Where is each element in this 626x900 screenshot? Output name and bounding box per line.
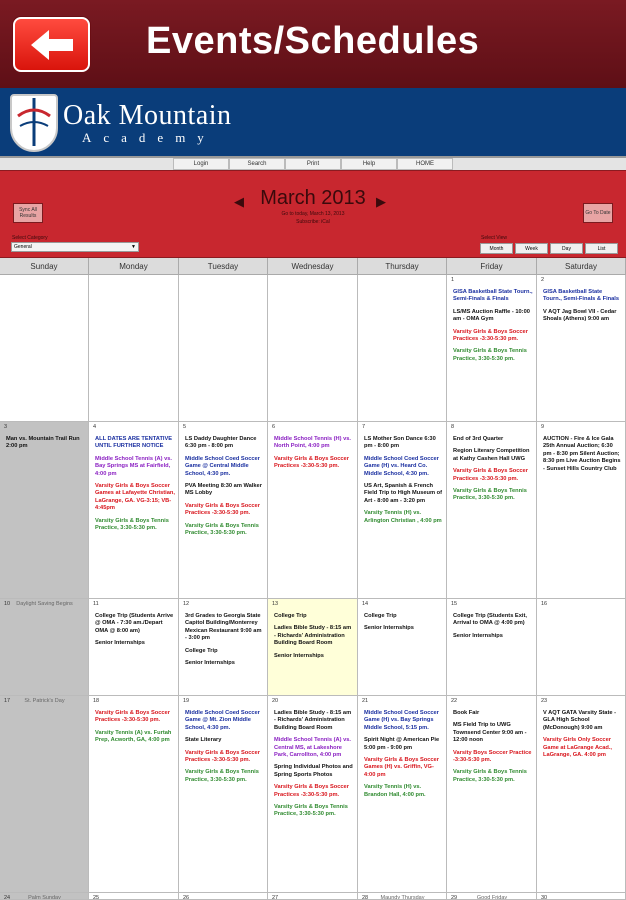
event-link[interactable]: Ladies Bible Study - 8:15 am - Richards' Administration Building Board Room bbox=[274, 625, 352, 647]
day-cell-19[interactable] bbox=[179, 696, 268, 893]
view-month-button[interactable]: Month bbox=[480, 243, 513, 254]
event-link[interactable]: Middle School Coed Soccer Game @ Mt. Zion Middle School, 4:30 pm. bbox=[185, 710, 260, 731]
event-link[interactable]: Varsity Girls & Boys Tennis Practice, 3:30-5:30 pm. bbox=[453, 769, 527, 783]
day-cell-27[interactable] bbox=[268, 893, 358, 900]
event-link[interactable]: Varsity Tennis (H) vs. Arlington Christian , 4:00 pm bbox=[364, 510, 442, 524]
event-link[interactable]: Middle School Tennis (A) vs. Central MS, at Lakeshore Park, Carrollton, 4:00 pm bbox=[274, 737, 351, 759]
day-cell-empty[interactable] bbox=[0, 275, 89, 422]
day-header-wednesday: Wednesday bbox=[268, 258, 358, 275]
event-link[interactable]: Middle School Tennis (A) vs. Bay Springs MS at Fairfield, 4:00 pm bbox=[95, 455, 172, 477]
nav-help[interactable]: Help bbox=[341, 158, 397, 170]
day-number: 28 bbox=[362, 895, 369, 900]
day-cell-21[interactable] bbox=[358, 696, 447, 893]
go-to-date-button[interactable]: Go To Date bbox=[583, 203, 613, 223]
event-link[interactable]: Middle School Coed Soccer Game @ Central Middle School, 4:30 pm. bbox=[185, 455, 260, 477]
day-cell-empty[interactable] bbox=[268, 275, 358, 422]
day-number: 6 bbox=[272, 424, 276, 430]
event-link[interactable]: End of 3rd Quarter bbox=[453, 436, 504, 442]
day-number: 16 bbox=[541, 601, 548, 607]
event-link[interactable]: Spring Individual Photos and Spring Sports Photos bbox=[274, 764, 353, 778]
event-link[interactable]: GISA Basketball State Tourn., Semi-Finals & Finals bbox=[543, 289, 620, 303]
day-number: 22 bbox=[451, 698, 458, 704]
day-number: 1 bbox=[451, 277, 455, 283]
day-cell-29[interactable] bbox=[447, 893, 537, 900]
event-link[interactable]: Senior Internships bbox=[364, 625, 414, 632]
event-link[interactable]: Varsity Girls Only Soccer Game at LaGrange Acad., LaGrange, GA. 4:00 pm bbox=[543, 737, 613, 759]
goto-today-link[interactable]: Go to today, March 13, 2013 bbox=[281, 211, 345, 217]
day-number: 8 bbox=[451, 424, 455, 430]
school-banner bbox=[0, 88, 626, 158]
day-number: 23 bbox=[541, 698, 548, 704]
calendar-grid bbox=[0, 258, 626, 900]
day-number: 5 bbox=[183, 424, 187, 430]
day-number bbox=[4, 277, 85, 284]
event-link[interactable]: Middle School Coed Soccer Game (H) vs. Heard Co. Middle School, 4:30 pm. bbox=[364, 455, 439, 477]
day-header-sunday: Sunday bbox=[0, 258, 89, 275]
event-link[interactable]: GISA Basketball State Tourn., Semi-Finals & Finals bbox=[453, 289, 533, 303]
chevron-down-icon: ▼ bbox=[131, 244, 136, 250]
event-link[interactable]: Varsity Girls & Boys Tennis Practice, 3:30-5:30 pm. bbox=[453, 488, 527, 502]
day-cell-28[interactable] bbox=[358, 893, 447, 900]
category-label: Select Category bbox=[12, 235, 48, 241]
view-list-button[interactable]: List bbox=[585, 243, 618, 254]
event-link[interactable]: LS/MS Auction Raffle - 10:00 am - OMA Gym bbox=[453, 308, 530, 323]
day-cell-15[interactable] bbox=[447, 599, 537, 696]
event-link[interactable]: Middle School Coed Soccer Game (H) vs. Bay Springs Middle School, 5:15 pm. bbox=[364, 710, 439, 731]
day-number: 3 bbox=[4, 424, 8, 430]
day-cell-empty[interactable] bbox=[89, 275, 179, 422]
page-title: Events/Schedules bbox=[146, 20, 480, 62]
day-cell-8[interactable] bbox=[447, 422, 537, 599]
holiday-label: Palm Sunday bbox=[28, 895, 61, 900]
event-link[interactable]: LS Mother Son Dance 6:30 pm - 8:00 pm bbox=[364, 436, 436, 450]
day-number: 29 bbox=[451, 895, 458, 900]
event-link[interactable]: Varsity Girls & Boys Tennis Practice, 3:30-5:30 pm. bbox=[185, 522, 259, 537]
day-cell-empty[interactable] bbox=[358, 275, 447, 422]
day-number: 20 bbox=[272, 698, 279, 704]
nav-print[interactable]: Print bbox=[285, 158, 341, 170]
next-month-icon[interactable]: ▶ bbox=[376, 194, 386, 209]
event-link[interactable]: Varsity Tennis (A) vs. Furtah Prep, Acworth, GA, 4:00 pm bbox=[95, 729, 172, 744]
day-header-tuesday: Tuesday bbox=[179, 258, 268, 275]
site-nav bbox=[0, 158, 626, 170]
sync-results-button[interactable]: Sync All Results bbox=[13, 203, 43, 223]
event-link[interactable]: Varsity Girls & Boys Soccer Games at Lafayette Christian, LaGrange, GA. VG-3:15; VB-4:45pm bbox=[95, 483, 175, 512]
day-cell-14[interactable] bbox=[358, 599, 447, 696]
event-link[interactable]: MS Field Trip to UWG Townsend Center 9:00 am - 12:00 noon bbox=[453, 722, 527, 744]
month-title: March 2013 bbox=[260, 187, 366, 209]
school-subname: Academy bbox=[82, 130, 216, 145]
prev-month-icon[interactable]: ◀ bbox=[234, 194, 244, 209]
event-link[interactable]: Varsity Girls & Boys Tennis Practice, 3:30-5:30 pm. bbox=[453, 348, 527, 362]
day-cell-3[interactable] bbox=[0, 422, 89, 599]
day-number: 14 bbox=[362, 601, 369, 607]
day-cell-20[interactable] bbox=[268, 696, 358, 893]
day-number: 24 bbox=[4, 895, 11, 900]
day-number: 15 bbox=[451, 601, 458, 607]
event-link[interactable]: Varsity Girls & Boys Soccer Practices -3:30-5:30 pm. bbox=[453, 468, 528, 482]
day-cell-13[interactable] bbox=[268, 599, 358, 696]
app-bar bbox=[0, 0, 626, 88]
day-number: 11 bbox=[93, 601, 99, 607]
event-link[interactable]: ALL DATES ARE TENTATIVE UNTIL FURTHER NOTICE bbox=[95, 436, 173, 450]
category-value: General bbox=[14, 244, 32, 250]
event-link[interactable]: College Trip bbox=[364, 613, 397, 619]
event-link[interactable]: Varsity Girls & Boys Soccer Practices -3:30-5:30 pm. bbox=[95, 710, 170, 724]
category-select[interactable] bbox=[11, 242, 139, 252]
day-number: 25 bbox=[93, 895, 100, 900]
day-cell-2[interactable] bbox=[537, 275, 626, 422]
event-link[interactable]: Senior Internships bbox=[95, 640, 145, 647]
day-number bbox=[272, 277, 354, 284]
day-cell-empty[interactable] bbox=[179, 275, 268, 422]
event-link[interactable]: College Trip bbox=[185, 647, 218, 654]
event-link[interactable]: Varsity Girls & Boys Soccer Practices -3:30-5:30 pm. bbox=[274, 455, 349, 470]
day-cell-1[interactable] bbox=[447, 275, 537, 422]
holiday-label: Good Friday bbox=[476, 895, 508, 900]
day-cell-30[interactable] bbox=[537, 893, 626, 900]
day-number: 17 bbox=[4, 698, 11, 704]
school-name: Oak Mountain bbox=[63, 100, 232, 131]
day-number: 13 bbox=[272, 601, 279, 607]
event-link[interactable]: College Trip bbox=[274, 613, 307, 619]
day-number bbox=[93, 277, 175, 284]
back-arrow-icon bbox=[29, 28, 75, 62]
event-link[interactable]: Man vs. Mountain Trail Run 2:00 pm bbox=[6, 436, 80, 450]
view-day-button[interactable]: Day bbox=[550, 243, 583, 254]
event-link[interactable]: Varsity Boys Soccer Practice -3:30-5:30 pm. bbox=[453, 749, 532, 764]
event-link[interactable]: State Literary bbox=[185, 737, 222, 744]
event-link[interactable]: Varsity Girls & Boys Soccer Practices -3:30-5:30 pm. bbox=[185, 749, 260, 764]
day-number: 18 bbox=[93, 698, 100, 704]
day-cell-4[interactable] bbox=[89, 422, 179, 599]
event-link[interactable]: 3rd Grades to Georgia State Capitol Building/Monterrey Mexican Restaurant 9:00 am - 3:00 pm bbox=[185, 613, 262, 642]
day-number: 4 bbox=[93, 424, 97, 430]
day-number: 30 bbox=[541, 895, 548, 900]
day-cell-7[interactable] bbox=[358, 422, 447, 599]
holiday-label: Maundy Thursday bbox=[380, 895, 425, 900]
event-link[interactable]: V AQT Jag Bowl VII - Cedar Shoals (Athens) 9:00 am bbox=[543, 308, 617, 323]
event-link[interactable]: LS Daddy Daughter Dance 6:30 pm - 8:00 pm bbox=[185, 436, 257, 450]
event-link[interactable]: Middle School Tennis (H) vs. North Point, 4:00 pm bbox=[274, 436, 351, 450]
day-cell-23[interactable] bbox=[537, 696, 626, 893]
back-button[interactable] bbox=[13, 17, 90, 72]
event-link[interactable]: US Art, Spanish & French Field Trip to High Museum of Art - 8:00 am - 3:20 pm bbox=[364, 483, 443, 504]
event-link[interactable]: Spirit Night @ American Pie 5:00 pm - 9:00 pm bbox=[364, 737, 440, 751]
event-link[interactable]: PVA Meeting 8:30 am Walker MS Lobby bbox=[185, 483, 262, 497]
day-cell-22[interactable] bbox=[447, 696, 537, 893]
day-cell-25[interactable] bbox=[89, 893, 179, 900]
event-link[interactable]: Varsity Girls & Boys Tennis Practice, 3:30-5:30 pm. bbox=[95, 517, 169, 532]
event-link[interactable]: Varsity Tennis (H) vs. Brandon Hall, 4:00 pm. bbox=[364, 784, 426, 798]
day-header-monday: Monday bbox=[89, 258, 179, 275]
day-number bbox=[183, 277, 264, 284]
school-crest-icon bbox=[10, 94, 58, 152]
view-label: Select View bbox=[481, 235, 508, 241]
day-header-friday: Friday bbox=[447, 258, 537, 275]
event-link[interactable]: Varsity Girls & Boys Tennis Practice, 3:30-5:30 pm. bbox=[274, 804, 348, 818]
day-cell-17[interactable] bbox=[0, 696, 89, 893]
event-link[interactable]: Senior Internships bbox=[453, 632, 503, 639]
event-link[interactable]: Ladies Bible Study - 8:15 am - Richards' Administration Building Board Room bbox=[274, 710, 352, 731]
day-cell-6[interactable] bbox=[268, 422, 358, 599]
day-number: 21 bbox=[362, 698, 369, 704]
day-number: 27 bbox=[272, 895, 279, 900]
day-cell-10[interactable] bbox=[0, 599, 89, 696]
day-number: 19 bbox=[183, 698, 190, 704]
event-link[interactable]: Book Fair bbox=[453, 710, 480, 716]
day-number: 10 bbox=[4, 601, 11, 607]
event-link[interactable]: Varsity Girls & Boys Soccer Games (H) vs. Griffin, VG-4:00 pm bbox=[364, 757, 439, 778]
day-cell-26[interactable] bbox=[179, 893, 268, 900]
event-link[interactable]: College Trip (Students Arrive @ OMA - 7:30 am./Depart OMA @ 8:00 am) bbox=[95, 613, 174, 634]
event-link[interactable]: Varsity Girls & Boys Soccer Practices -3:30-5:30 pm. bbox=[274, 784, 349, 798]
day-header-saturday: Saturday bbox=[537, 258, 626, 275]
day-number bbox=[362, 277, 443, 284]
view-week-button[interactable]: Week bbox=[515, 243, 548, 254]
day-cell-24[interactable] bbox=[0, 893, 89, 900]
nav-search[interactable]: Search bbox=[229, 158, 285, 170]
event-link[interactable]: Varsity Girls & Boys Soccer Practices -3:30-5:30 pm. bbox=[185, 502, 260, 517]
day-cell-16[interactable] bbox=[537, 599, 626, 696]
event-link[interactable]: V AQT GATA Varsity State - GLA High School (McDonough) 9:00 am bbox=[543, 710, 617, 731]
calendar-header bbox=[0, 170, 626, 258]
day-header-thursday: Thursday bbox=[358, 258, 447, 275]
day-cell-9[interactable] bbox=[537, 422, 626, 599]
event-link[interactable]: Senior Internships bbox=[185, 660, 235, 667]
day-cell-12[interactable] bbox=[179, 599, 268, 696]
nav-home[interactable]: HOME bbox=[397, 158, 453, 170]
day-cell-5[interactable] bbox=[179, 422, 268, 599]
day-number: 7 bbox=[362, 424, 366, 430]
day-number: 12 bbox=[183, 601, 190, 607]
event-link[interactable]: Senior Internships bbox=[274, 652, 324, 659]
event-link[interactable]: AUCTION - Fire & Ice Gala 25th Annual Auction; 6:30 pm - 8:30 pm Silent Auction; 8:30 pm Live Auction Begins - Sunset Hills Country Club bbox=[543, 436, 621, 472]
event-link[interactable]: Varsity Girls & Boys Tennis Practice, 3:30-5:30 pm. bbox=[185, 769, 259, 783]
event-link[interactable]: College Trip (Students Exit, Arrival to OMA @ 4:00 pm) bbox=[453, 613, 527, 627]
subscribe-link[interactable]: Subscribe: iCal bbox=[296, 219, 330, 225]
day-number: 26 bbox=[183, 895, 190, 900]
event-link[interactable]: Varsity Girls & Boys Soccer Practices -3:30-5:30 pm. bbox=[453, 328, 528, 343]
day-number: 9 bbox=[541, 424, 545, 430]
event-link[interactable]: Region Literary Competition at Kathy Cashen Hall UWG bbox=[453, 448, 530, 462]
day-cell-11[interactable] bbox=[89, 599, 179, 696]
day-cell-18[interactable] bbox=[89, 696, 179, 893]
holiday-label: Daylight Saving Begins bbox=[16, 601, 73, 607]
holiday-label: St. Patrick's Day bbox=[24, 698, 65, 704]
nav-login[interactable]: Login bbox=[173, 158, 229, 170]
day-number: 2 bbox=[541, 277, 545, 283]
